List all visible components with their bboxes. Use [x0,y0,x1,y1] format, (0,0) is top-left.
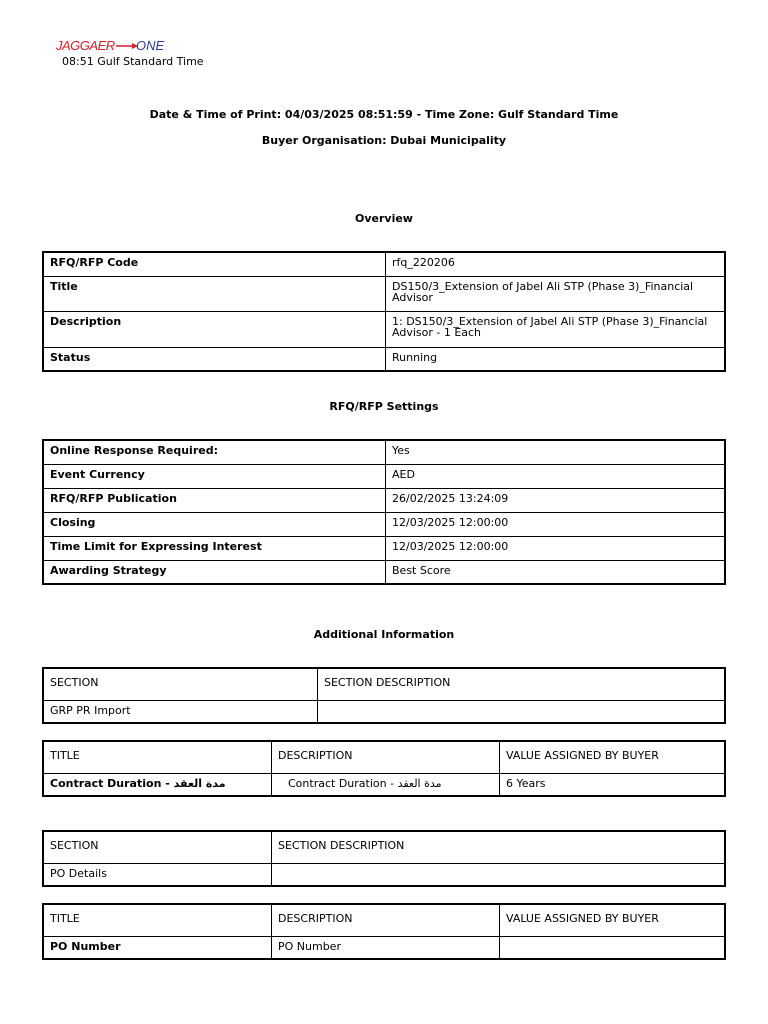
row-value: Best Score [386,560,726,584]
row-value: 1: DS150/3_Extension of Jabel Ali STP (Phase 3)_Financial Advisor - 1 Each [386,311,726,347]
table-header-row [43,831,725,863]
row-label: Status [43,347,386,371]
description-header: DESCRIPTION [272,741,500,773]
table-row [43,488,725,512]
field-table-2 [42,903,726,960]
current-time: 08:51 Gulf Standard Time [62,55,204,68]
table-row [43,863,725,886]
logo-text-jaggaer: JAGGAER [56,38,115,53]
row-value: Running [386,347,726,371]
field-description [272,773,500,796]
table-row [43,560,725,584]
table-row [43,464,725,488]
row-value: Yes [386,440,726,464]
section-name: PO Details [43,863,272,886]
table-header-row [43,741,725,773]
row-value: 12/03/2025 12:00:00 [386,512,726,536]
table-row [43,311,725,347]
row-label: Closing [43,512,386,536]
row-label: RFQ/RFP Publication [43,488,386,512]
section-header: SECTION [43,831,272,863]
table-row [43,773,725,796]
field-value: 6 Years [500,773,726,796]
row-label: Awarding Strategy [43,560,386,584]
row-value: DS150/3_Extension of Jabel Ali STP (Phase 3)_Financial Advisor [386,276,726,311]
table-row [43,512,725,536]
table-row [43,252,725,276]
title-header: TITLE [43,741,272,773]
row-label: Description [43,311,386,347]
field-description-en: Contract Duration - [288,776,398,790]
field-title-en: Contract Duration - [50,776,174,790]
table-header-row [43,668,725,700]
title-header: TITLE [43,904,272,936]
overview-heading: Overview [355,212,413,225]
section-description-header: SECTION DESCRIPTION [318,668,726,700]
field-title: PO Number [43,936,272,959]
table-header-row [43,904,725,936]
section-description-header: SECTION DESCRIPTION [272,831,726,863]
print-info: Date & Time of Print: 04/03/2025 08:51:59 - Time Zone: Gulf Standard Time [149,108,619,121]
row-value: AED [386,464,726,488]
field-description-ar: مدة العقد [397,776,442,790]
table-row [43,936,725,959]
row-label: Time Limit for Expressing Interest [43,536,386,560]
overview-table [42,251,726,372]
field-value [500,936,726,959]
row-value: 12/03/2025 12:00:00 [386,536,726,560]
field-title-ar: مدة العقد [173,776,226,790]
settings-heading: RFQ/RFP Settings [329,400,439,413]
row-value: rfq_220206 [386,252,726,276]
row-label: Online Response Required: [43,440,386,464]
table-row [43,276,725,311]
buyer-organisation: Buyer Organisation: Dubai Municipality [261,134,507,147]
description-header: DESCRIPTION [272,904,500,936]
table-row [43,536,725,560]
row-label: Event Currency [43,464,386,488]
logo-text-one: ONE [136,38,165,53]
section-name: GRP PR Import [43,700,318,723]
section-description [272,863,726,886]
field-title [43,773,272,796]
row-label: RFQ/RFP Code [43,252,386,276]
table-row [43,347,725,371]
jaggaer-one-logo [56,38,174,54]
table-row [43,440,725,464]
section-table-1 [42,667,726,724]
additional-info-heading: Additional Information [313,628,455,641]
field-description: PO Number [272,936,500,959]
section-table-2 [42,830,726,887]
table-row [43,700,725,723]
section-header: SECTION [43,668,318,700]
section-description [318,700,726,723]
value-header: VALUE ASSIGNED BY BUYER [500,741,726,773]
field-table-1 [42,740,726,797]
row-value: 26/02/2025 13:24:09 [386,488,726,512]
row-label: Title [43,276,386,311]
value-header: VALUE ASSIGNED BY BUYER [500,904,726,936]
settings-table [42,439,726,585]
